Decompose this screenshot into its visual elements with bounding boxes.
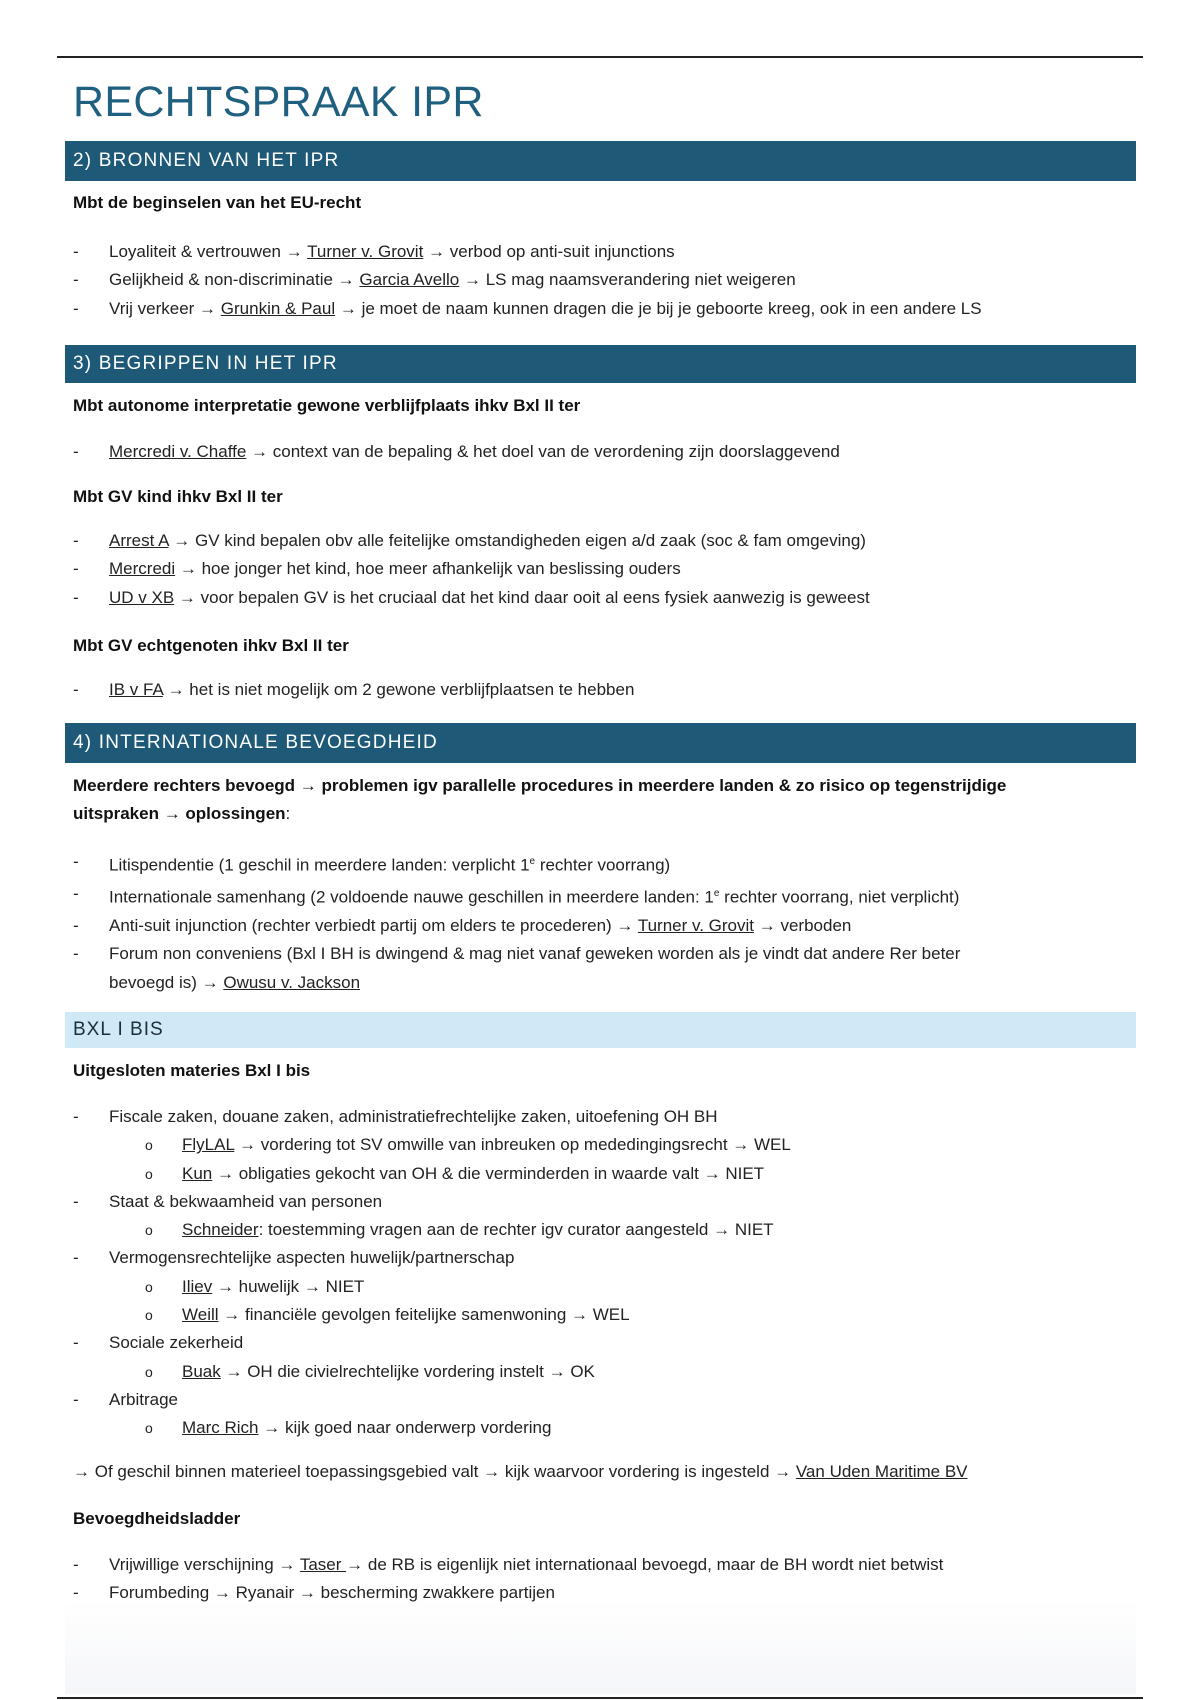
list-subitem: o Kun → obligaties gekocht van OH & die verminderden in waarde valt → NIET: [73, 1160, 1143, 1188]
case-link: Iliev: [182, 1276, 213, 1296]
list-bevoegdheidsladder: [73, 1551, 1143, 1608]
list-subitem: o Schneider: toestemming vragen aan de rechter igv curator aangesteld → NIET: [73, 1216, 1143, 1244]
list-item: - Vermogensrechtelijke aspecten huwelijk/partnerschap: [73, 1244, 1143, 1272]
conclusion-line: → Of geschil binnen materieel toepassingsgebied valt → kijk waarvoor vordering is ingesteld → Van Uden Maritime BV: [73, 1462, 968, 1481]
section-header-label: 3) BEGRIPPEN IN HET IPR: [73, 353, 338, 374]
case-link: Taser: [299, 1555, 347, 1574]
case-link: Marc Rich: [182, 1418, 259, 1438]
list-subitem: o Iliev → huwelijk → NIET: [73, 1273, 1143, 1301]
subheading-autonome-interpretatie: Mbt autonome interpretatie gewone verblijfplaats ihkv Bxl II ter: [73, 396, 581, 415]
list-item: - IB v FA → het is niet mogelijk om 2 gewone verblijfplaatsen te hebben: [73, 676, 1143, 704]
list-item: - Arrest A → GV kind bepalen obv alle feitelijke omstandigheden eigen a/d zaak (soc & fam omgeving): [73, 527, 1143, 555]
list-item: - Forumbeding → Ryanair → bescherming zwakkere partijen: [73, 1579, 1143, 1607]
case-link: Buak: [182, 1361, 221, 1381]
subheading-bevoegdheidsladder: Bevoegdheidsladder: [73, 1509, 241, 1528]
list-eu-principles: [73, 238, 1143, 323]
case-link: Garcia Avello: [359, 270, 460, 290]
list-item: - Internationale samenhang (2 voldoende nauwe geschillen in meerdere landen: 1e rechter voorrang, niet verplicht): [73, 880, 1143, 912]
case-link: UD v XB: [109, 587, 175, 607]
list-gv-kind: [73, 527, 1143, 612]
case-link: Grunkin & Paul: [220, 298, 336, 318]
list-gv-echtgenoten: [73, 676, 1143, 704]
list-item: - Arbitrage: [73, 1386, 1143, 1414]
section-header-bevoegdheid: [65, 723, 1136, 763]
top-rule: [57, 56, 1143, 58]
case-link: Weill: [182, 1305, 219, 1325]
case-link: FlyLAL: [182, 1135, 235, 1155]
subheading-eu-recht: Mbt de beginselen van het EU-recht: [73, 193, 362, 212]
subheading-gv-echtgenoten: Mbt GV echtgenoten ihkv Bxl II ter: [73, 636, 349, 655]
list-item: - Sociale zekerheid: [73, 1329, 1143, 1357]
list-item: - Mercredi v. Chaffe → context van de bepaling & het doel van de verordening zijn doorslaggevend: [73, 438, 1143, 466]
subheading-uitgesloten-materies: Uitgesloten materies Bxl I bis: [73, 1061, 311, 1080]
list-subitem: o Marc Rich → kijk goed naar onderwerp vordering: [73, 1414, 1143, 1442]
subheading-gv-kind: Mbt GV kind ihkv Bxl II ter: [73, 487, 283, 506]
list-item: - Forum non conveniens (Bxl I BH is dwingend & mag niet vanaf geweken worden als je vindt dat andere Rer beter bevoegd is) → Owusu v. Jackson: [73, 940, 1143, 997]
list-oplossingen: [73, 848, 1143, 997]
intro-paragraph: Meerdere rechters bevoegd → problemen igv parallelle procedures in meerdere landen & zo risico op tegenstrijdige uitspraken → oplossingen:: [73, 776, 1007, 823]
case-link: IB v FA: [109, 680, 163, 699]
case-link: Mercredi v. Chaffe: [109, 442, 247, 461]
list-item: - Mercredi → hoe jonger het kind, hoe meer afhankelijk van beslissing ouders: [73, 555, 1143, 583]
bottom-rule: [57, 1697, 1143, 1699]
list-item: - Staat & bekwaamheid van personen: [73, 1188, 1143, 1216]
list-item: - UD v XB → voor bepalen GV is het cruciaal dat het kind daar ooit al eens fysiek aanwezig is geweest: [73, 584, 1143, 612]
case-link: Turner v. Grovit: [637, 915, 755, 935]
list-subitem: o Weill → financiële gevolgen feitelijke samenwoning → WEL: [73, 1301, 1143, 1329]
section-header-begrippen: [65, 345, 1136, 383]
case-link: Mercredi: [109, 559, 176, 579]
list-item: - Fiscale zaken, douane zaken, administratiefrechtelijke zaken, uitoefening OH BH: [73, 1103, 1143, 1131]
case-link: Schneider: [182, 1220, 259, 1240]
list-item: - Loyaliteit & vertrouwen → Turner v. Grovit → verbod op anti-suit injunctions: [73, 238, 1143, 266]
case-link: Owusu v. Jackson: [223, 972, 361, 992]
section-header-label: 4) INTERNATIONALE BEVOEGDHEID: [73, 732, 438, 753]
section-header-bronnen: [65, 141, 1136, 181]
list-uitgesloten-materies: [73, 1103, 1143, 1443]
list-item: - Litispendentie (1 geschil in meerdere landen: verplicht 1e rechter voorrang): [73, 848, 1143, 880]
case-link: Turner v. Grovit: [307, 242, 424, 261]
page-title: RECHTSPRAAK IPR: [73, 78, 484, 126]
list-item: - Vrij verkeer → Grunkin & Paul → je moet de naam kunnen dragen die je bij je geboorte kreeg, ook in een andere LS: [73, 295, 1143, 323]
list-subitem: o Buak → OH die civielrechtelijke vordering instelt → OK: [73, 1358, 1143, 1386]
list-autonome-interpretatie: [73, 438, 1143, 466]
section-header-label: 2) BRONNEN VAN HET IPR: [73, 150, 340, 171]
page-bottom-fade: [65, 1600, 1136, 1694]
case-link: Arrest A: [109, 531, 169, 550]
list-item: - Anti-suit injunction (rechter verbiedt partij om elders te procederen) → Turner v. Grovit → verboden: [73, 912, 1143, 940]
case-link: Van Uden Maritime BV: [795, 1462, 968, 1481]
list-item: - Vrijwillige verschijning → Taser → de RB is eigenlijk niet internationaal bevoegd, maar de BH wordt niet betwist: [73, 1551, 1143, 1579]
subsection-header-bxl-i-bis: [65, 1012, 1136, 1048]
section-header-label: BXL I BIS: [73, 1019, 164, 1040]
list-item: - Gelijkheid & non-discriminatie → Garcia Avello → LS mag naamsverandering niet weigeren: [73, 266, 1143, 294]
list-subitem: o FlyLAL → vordering tot SV omwille van inbreuken op mededingingsrecht → WEL: [73, 1131, 1143, 1159]
case-link: Kun: [182, 1163, 213, 1183]
